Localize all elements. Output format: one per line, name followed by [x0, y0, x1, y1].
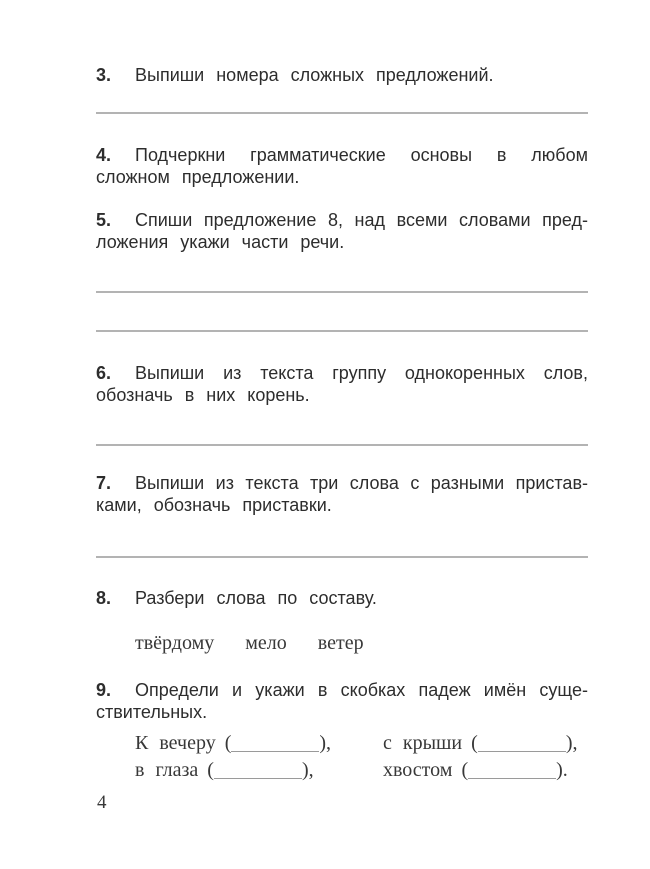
- task-6-first-line: [96, 362, 588, 384]
- case-fill-row-2: [96, 758, 588, 782]
- task-7-first-line: [96, 472, 588, 494]
- task-5-instruction-line1: Спиши предложение 8, над всеми словами пред-: [135, 210, 588, 230]
- task-9: [96, 679, 588, 723]
- task-6-instruction-line1: Выпиши из текста группу однокоренных слов,: [135, 363, 588, 383]
- task-9-first-line: [96, 679, 588, 701]
- close-paren: ),: [301, 759, 314, 781]
- close-paren: ),: [565, 732, 578, 754]
- open-paren: (: [224, 732, 232, 754]
- case-item-label: с крыши: [383, 732, 463, 754]
- task-8-instruction: Разбери слова по составу.: [135, 588, 377, 608]
- task-6-instruction-line2: обозначь в них корень.: [96, 385, 310, 405]
- task-5: [96, 209, 588, 253]
- answer-rule-line: [96, 291, 588, 293]
- open-paren: (: [461, 759, 469, 781]
- close-paren: ),: [319, 732, 332, 754]
- word-item: мело: [245, 632, 287, 654]
- task-5-number: 5.: [96, 210, 112, 230]
- task-8-word-list: [96, 631, 588, 655]
- word-item: твёрдому: [135, 632, 215, 654]
- task-7-instruction-line2: ками, обозначь приставки.: [96, 495, 332, 515]
- answer-blank: [231, 751, 319, 752]
- task-9-instruction-line2: ствительных.: [96, 702, 208, 722]
- open-paren: (: [471, 732, 478, 754]
- task-8-number: 8.: [96, 588, 112, 608]
- task-7: [96, 472, 588, 516]
- task-3-instruction: Выпиши номера сложных предложений.: [135, 65, 494, 85]
- case-fill-row-1: [96, 731, 588, 755]
- page-number: 4: [97, 792, 107, 813]
- task-9-instruction-line1: Определи и укажи в скобках падеж имён суще-: [135, 680, 588, 700]
- task-3-first-line: [96, 64, 588, 86]
- case-item-label: хвостом: [383, 759, 453, 781]
- task-3: [96, 64, 588, 86]
- answer-blank: [478, 751, 566, 752]
- answer-rule-line: [96, 112, 588, 114]
- task-4-number: 4.: [96, 145, 112, 165]
- case-item: [135, 758, 383, 782]
- task-4-instruction-line2: сложном предложении.: [96, 167, 300, 187]
- task-5-instruction-line2: ложения укажи части речи.: [96, 232, 345, 252]
- task-3-number: 3.: [96, 65, 112, 85]
- case-item: [383, 731, 588, 755]
- close-paren: ).: [556, 759, 568, 781]
- case-item-label: К вечеру: [135, 732, 216, 754]
- task-4: [96, 144, 588, 188]
- answer-rule-line: [96, 556, 588, 558]
- case-item: [135, 731, 383, 755]
- answer-rule-line: [96, 330, 588, 332]
- task-6-number: 6.: [96, 363, 112, 383]
- task-9-number: 9.: [96, 680, 112, 700]
- case-item-label: в глаза: [135, 759, 199, 781]
- task-4-first-line: [96, 144, 588, 166]
- word-item: ветер: [317, 632, 364, 654]
- task-8: [96, 587, 588, 609]
- case-item: [383, 758, 588, 782]
- answer-blank: [468, 778, 556, 779]
- task-7-number: 7.: [96, 473, 112, 493]
- task-7-instruction-line1: Выпиши из текста три слова с разными пристав-: [135, 473, 588, 493]
- task-6: [96, 362, 588, 406]
- task-4-instruction-line1: Подчеркни грамматические основы в любом: [135, 145, 588, 165]
- answer-rule-line: [96, 444, 588, 446]
- task-5-first-line: [96, 209, 588, 231]
- open-paren: (: [207, 759, 214, 781]
- answer-blank: [214, 778, 302, 779]
- task-8-first-line: [96, 587, 588, 609]
